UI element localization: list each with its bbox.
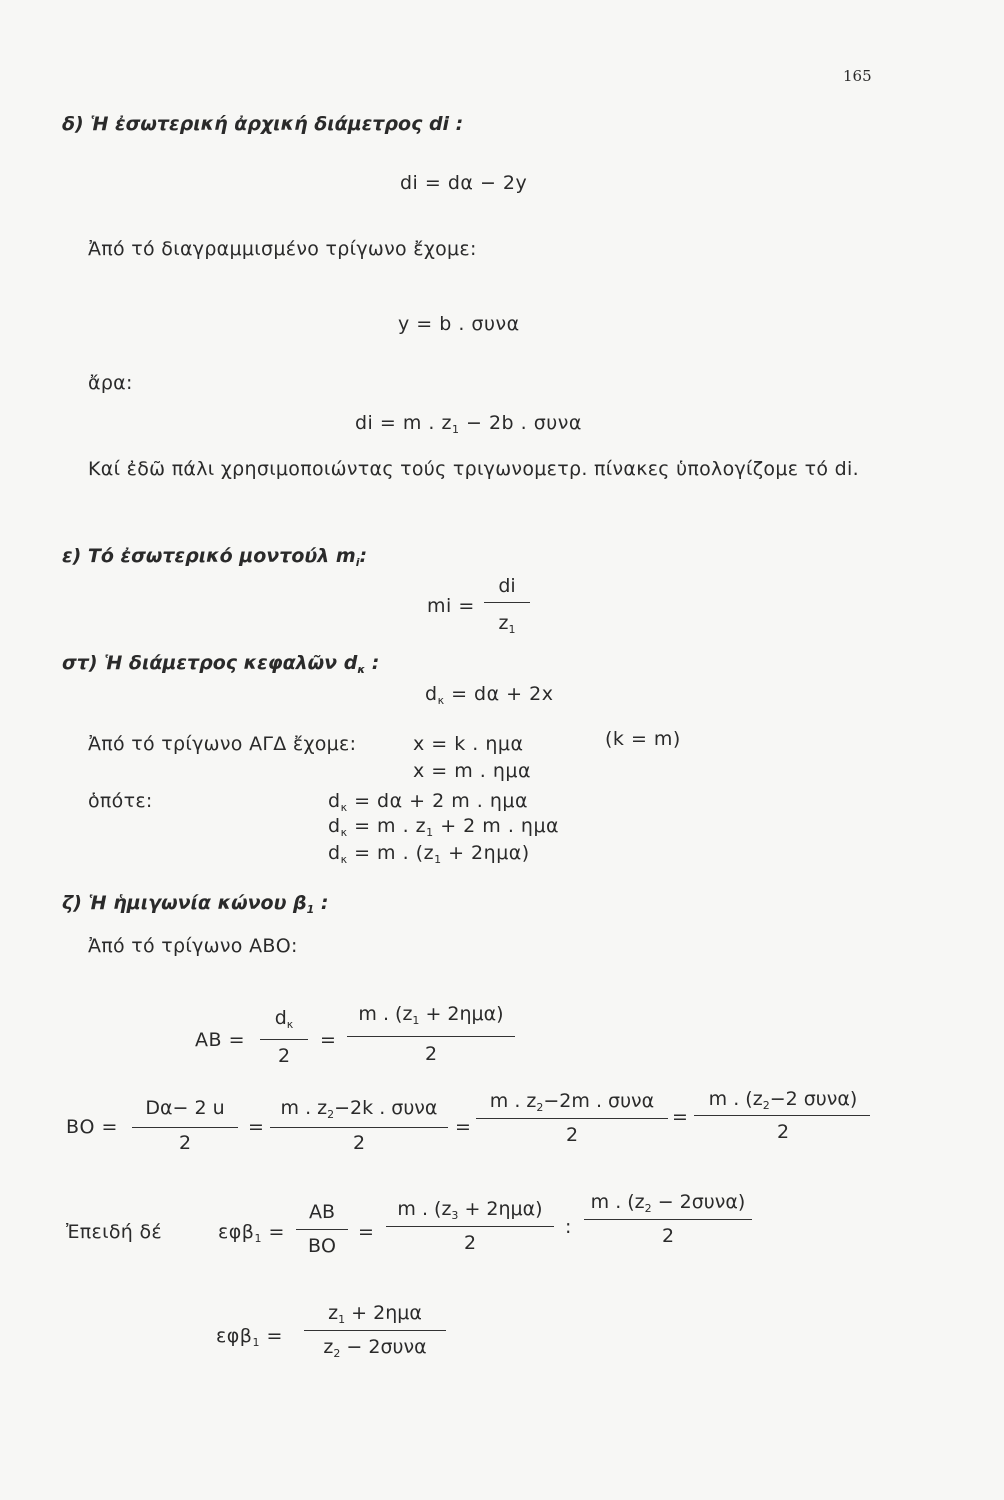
subscript: 1	[451, 423, 460, 436]
heading-cone-half-angle	[62, 892, 329, 914]
subscript: κ	[340, 801, 348, 814]
equation-dk	[425, 683, 553, 705]
eq-part: + 2ημα	[345, 1302, 422, 1324]
eq-part: =	[261, 1221, 285, 1243]
equals-sign: =	[248, 1116, 265, 1138]
subscript: κ	[357, 663, 366, 676]
eq-part: + 2 m . ημα	[433, 815, 560, 837]
fraction-den: 2	[776, 1121, 790, 1143]
equation-bo-lhs: ΒΟ =	[66, 1116, 118, 1138]
fraction-num	[582, 1191, 754, 1213]
fraction-bar	[347, 1036, 515, 1037]
eq-part: −2k . συνα	[334, 1097, 438, 1119]
fraction-den: 2	[463, 1232, 477, 1254]
heading-inner-diameter: δ) Ἡ ἐσωτερική ἀρχική διάμετρος di :	[62, 113, 464, 135]
fraction-num	[474, 1090, 670, 1112]
subscript: 1	[338, 1313, 346, 1326]
eq-part: z	[323, 1336, 334, 1358]
equation-mi-lhs: mi =	[427, 595, 475, 617]
division-sign: :	[565, 1216, 572, 1238]
fraction-den: 2	[277, 1045, 291, 1067]
subscript: κ	[286, 1018, 294, 1031]
fraction-den: 2	[178, 1132, 192, 1154]
fraction-bar	[296, 1229, 348, 1230]
fraction-bar	[304, 1330, 446, 1331]
eq-part: m . z	[489, 1090, 537, 1112]
subscript: 1	[426, 826, 434, 839]
heading-part: ζ) Ἡ ἡμιγωνία κώνου β	[62, 892, 307, 914]
page-number: 165	[843, 67, 872, 85]
fraction-bar	[584, 1219, 752, 1220]
note-k-equals-m: (k = m)	[605, 728, 681, 750]
equation-ab-lhs: ΑΒ =	[195, 1029, 245, 1051]
fraction-bar	[270, 1127, 448, 1128]
eq-part: −2m . συνα	[543, 1090, 655, 1112]
text-triangle-abo: Ἀπό τό τρίγωνο ΑΒΟ:	[88, 935, 298, 957]
equation-dk-1	[328, 790, 528, 812]
eq-part: d	[328, 815, 341, 837]
eq-part: d	[328, 790, 341, 812]
subscript: 1	[434, 853, 442, 866]
subscript: 3	[451, 1209, 459, 1222]
heading-part: στ) Ἡ διάμετρος κεφαλῶν d	[62, 652, 358, 674]
text-ara: ἄρα:	[88, 372, 133, 394]
fraction-num	[302, 1302, 448, 1324]
text-from-triangle: Ἀπό τό διαγραμμισμένο τρίγωνο ἔχομε:	[88, 238, 477, 260]
equation-final-lhs	[216, 1325, 283, 1347]
fraction-num	[690, 1088, 876, 1110]
eq-part: d	[425, 683, 438, 705]
text-opote: ὁπότε:	[88, 790, 153, 812]
eq-part: − 2συνα	[340, 1336, 427, 1358]
subscript: 1	[412, 1014, 420, 1027]
eq-part: m . (z	[397, 1198, 452, 1220]
subscript: 2	[762, 1099, 770, 1112]
fraction-bar	[476, 1118, 668, 1119]
subscript: 2	[536, 1101, 544, 1114]
subscript: 2	[333, 1347, 341, 1360]
eq-part: + 2ημα)	[458, 1198, 543, 1220]
fraction-den: ΒΟ	[308, 1235, 336, 1257]
eq-part: = m . z	[347, 815, 427, 837]
fraction-den	[302, 1336, 448, 1358]
equation-x-m: x = m . ημα	[413, 760, 532, 782]
equals-sign: =	[358, 1221, 375, 1243]
text-triangle-agd: Ἀπό τό τρίγωνο ΑΓΔ ἔχομε:	[88, 733, 357, 755]
fraction-bar	[694, 1115, 870, 1116]
eq-part: εφβ	[216, 1325, 253, 1347]
eq-part: + 2ημα)	[419, 1003, 504, 1025]
eq-part: d	[274, 1007, 287, 1029]
eq-part: = dα + 2x	[444, 683, 554, 705]
subscript: 1	[254, 1232, 262, 1245]
fraction-num: ΑΒ	[308, 1201, 336, 1223]
eq-part: − 2b . συνα	[459, 412, 582, 434]
subscript: κ	[340, 853, 348, 866]
equation-dk-2	[328, 815, 559, 837]
fraction-bar	[484, 602, 530, 603]
text-epeidi: Ἐπειδή δέ	[66, 1221, 162, 1243]
fraction-num: di	[498, 575, 516, 597]
fraction-bar	[260, 1039, 308, 1040]
eq-part: −2 συνα)	[769, 1088, 858, 1110]
equals-sign: =	[455, 1116, 472, 1138]
equals-sign: =	[320, 1029, 337, 1051]
heading-part: :	[359, 545, 368, 567]
fraction-num	[345, 1003, 517, 1025]
heading-part: :	[365, 652, 380, 674]
heading-part: :	[314, 892, 329, 914]
subscript: 2	[644, 1202, 652, 1215]
equation-x-k: x = k . ημα	[413, 733, 524, 755]
equation-di-full	[355, 412, 582, 434]
eq-part: m . (z	[590, 1191, 645, 1213]
fraction-num	[384, 1198, 556, 1220]
subscript: 1	[306, 903, 315, 916]
equation-dk-3	[328, 842, 530, 864]
eq-part: m . (z	[358, 1003, 413, 1025]
subscript: κ	[340, 826, 348, 839]
eq-part: = dα + 2 m . ημα	[347, 790, 529, 812]
subscript: 1	[508, 623, 516, 636]
fraction-num	[268, 1097, 450, 1119]
subscript: 1	[252, 1336, 260, 1349]
heading-head-diameter	[62, 652, 379, 674]
fraction-den: 2	[352, 1132, 366, 1154]
equation-tan-lhs	[218, 1221, 285, 1243]
eq-part: = m . (z	[347, 842, 435, 864]
equation-y: y = b . συνα	[398, 313, 520, 335]
eq-part: − 2συνα)	[651, 1191, 746, 1213]
heading-inner-module	[62, 545, 367, 567]
subscript: κ	[437, 694, 445, 707]
eq-part: di = m . z	[355, 412, 452, 434]
eq-part: + 2ημα)	[441, 842, 530, 864]
fraction-num: Dα− 2 u	[145, 1097, 225, 1119]
eq-part: εφβ	[218, 1221, 255, 1243]
equation-di: di = dα − 2y	[400, 172, 528, 194]
eq-part: z	[498, 612, 509, 634]
subscript: 2	[327, 1108, 335, 1121]
eq-part: z	[328, 1302, 339, 1324]
eq-part: m . z	[280, 1097, 328, 1119]
heading-part: ε) Τό ἐσωτερικό μοντούλ m	[62, 545, 356, 567]
fraction-num	[258, 1007, 310, 1029]
fraction-den: 2	[565, 1124, 579, 1146]
fraction-den: 2	[661, 1225, 675, 1247]
fraction-den	[482, 612, 532, 634]
subscript: i	[355, 556, 360, 569]
eq-part: m . (z	[708, 1088, 763, 1110]
eq-part: =	[259, 1325, 283, 1347]
fraction-bar	[132, 1127, 238, 1128]
text-trig-tables: Καί ἐδῶ πάλι χρησιμοποιώντας τούς τριγωνομετρ. πίνακες ὑπολογίζομε τό di.	[88, 458, 859, 480]
eq-part: d	[328, 842, 341, 864]
fraction-den: 2	[424, 1043, 438, 1065]
equals-sign: =	[672, 1106, 689, 1128]
fraction-bar	[386, 1226, 554, 1227]
